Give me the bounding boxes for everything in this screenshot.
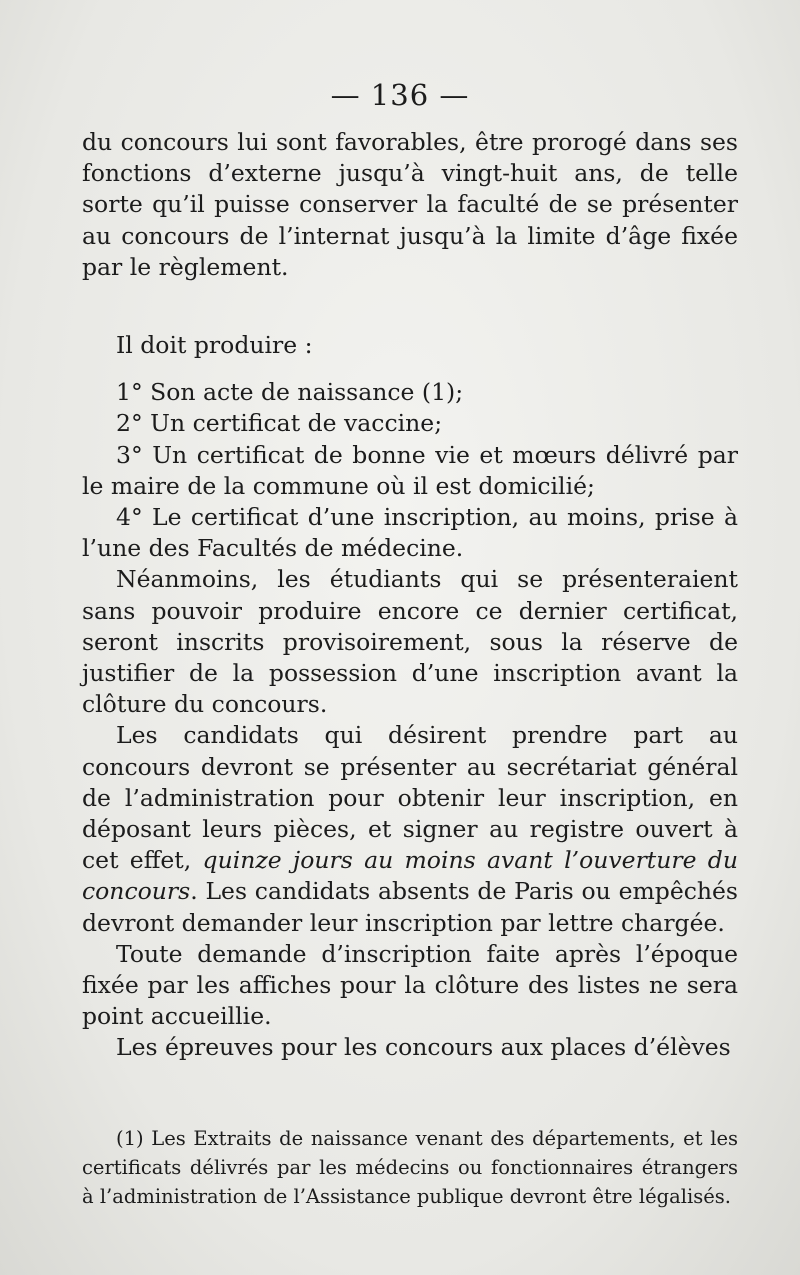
paragraph-candidats — [82, 720, 738, 938]
page-number: — 136 — — [330, 78, 470, 112]
paragraph-epreuves: Les épreuves pour les concours aux places d’élèves — [116, 1033, 731, 1062]
candidats-text-italic: quinze jours au moins avant l’ouverture du concours — [82, 846, 738, 906]
footnote — [82, 1124, 738, 1211]
candidats-text-start: Les candidats qui désirent prendre part au concours devront se présenter au secrétariat général de l’administration pour obtenir leur inscription, en déposant leurs pièces, et signer au registre ouvert à cet effet, — [82, 721, 738, 875]
paragraph-continuation: du concours lui sont favorables, être prorogé dans ses fonctions d’externe jusqu’à vingt-huit ans, de telle sorte qu’il puisse conserver la faculté de se présenter au concours de l’internat jusqu’à la limite d’âge fixée par le règlement. — [82, 128, 738, 281]
footnote-text: (1) Les Extraits de naissance venant des départements, et les certificats délivrés par les médecins ou fonctionnaires étrangers à l’administration de l’Assistance publique devront être légalisés. — [82, 1127, 738, 1208]
list-item-2: 2° Un certificat de vaccine; — [116, 409, 443, 438]
paragraph-neanmoins: Néanmoins, les étudiants qui se présenteraient sans pouvoir produire encore ce dernier certificat, seront inscrits provisoirement, sous la réserve de justifier de la possession d’une inscription avant la clôture du concours. — [82, 565, 738, 719]
candidats-text-end: . Les candidats absents de Paris ou empêchés devront demander leur inscription par lettre chargée. — [82, 877, 738, 937]
body-text — [82, 127, 738, 1064]
list-item-1: 1° Son acte de naissance (1); — [116, 378, 464, 407]
paragraph-intro-list: Il doit produire : — [116, 331, 313, 360]
list-item-3: 3° Un certificat de bonne vie et mœurs délivré par le maire de la commune où il est domicilié; — [82, 440, 738, 500]
list-item-4: 4° Le certificat d’une inscription, au moins, prise à l’une des Facultés de médecine. — [82, 503, 738, 563]
paragraph-toute-demande: Toute demande d’inscription faite après l’époque fixée par les affiches pour la clôture des listes ne sera point accueillie. — [82, 939, 738, 1031]
